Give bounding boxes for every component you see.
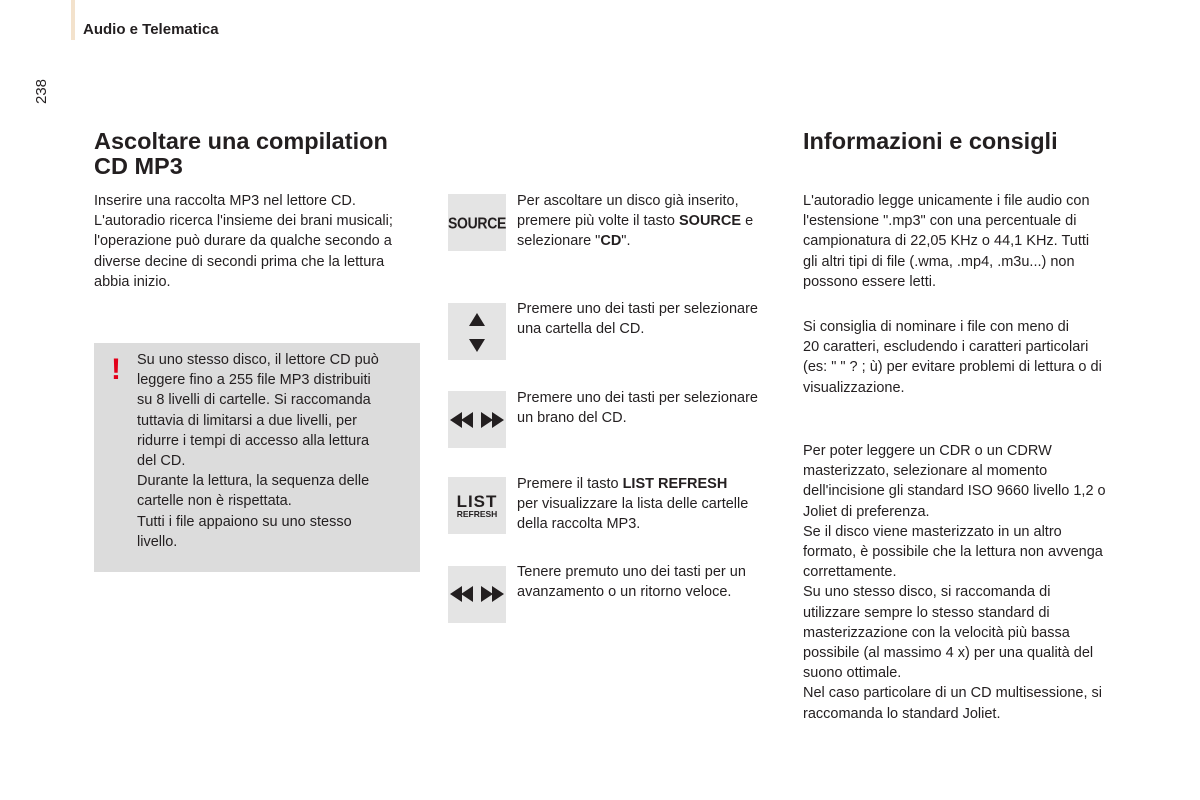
info-line: masterizzazione con la velocità più bassa [803, 624, 1070, 641]
list-line-2: per visualizzare la lista delle cartelle [517, 496, 749, 513]
fast-seek-buttons-icon [448, 566, 506, 623]
refresh-label: REFRESH [456, 508, 498, 519]
fast-line: avanzamento o un ritorno veloce. [517, 584, 732, 601]
info-line: formato, è possibile che la lettura non avvenga [803, 544, 1103, 561]
info-line: Se il disco viene masterizzato in un altro [803, 523, 1062, 540]
warning-line: cartelle non è rispettata. [137, 493, 292, 510]
info-line: suono ottimale. [803, 665, 902, 682]
list-refresh-key-name: LIST REFRESH [622, 476, 728, 492]
info-heading: Informazioni e consigli [803, 128, 1058, 154]
warning-line: leggere fino a 255 file MP3 distribuiti [137, 372, 371, 389]
warning-line: tuttavia di limitarsi a due livelli, per [137, 412, 358, 429]
info-line: possono essere letti. [803, 273, 936, 290]
list-refresh-button-icon [448, 477, 506, 534]
fast-seek-instruction [517, 562, 782, 602]
compilation-heading [94, 129, 388, 179]
info-line: visualizzazione. [803, 379, 905, 396]
info-paragraph-2 [803, 317, 1143, 398]
rewind-forward-icon [448, 566, 506, 623]
info-line: correttamente. [803, 564, 897, 581]
header-accent-bar [71, 0, 75, 40]
info-line: campionatura di 22,05 KHz o 44,1 KHz. Tutti [803, 233, 1090, 250]
section-header-title: Audio e Telematica [83, 21, 219, 38]
track-skip-buttons-icon [448, 391, 506, 448]
info-line: possibile (al massimo 4 x) per una qualità del [803, 645, 1094, 662]
source-button-icon [448, 194, 506, 251]
folder-up-down-buttons-icon [448, 303, 506, 360]
info-line: utilizzare sempre lo stesso standard di [803, 604, 1050, 621]
list-line-1: Premere il tasto LIST REFRESH [517, 476, 728, 492]
info-line: gli altri tipi di file (.wma, .mp4, .m3u...) non [803, 253, 1075, 270]
warning-line: del CD. [137, 453, 186, 470]
page-number: 238 [33, 78, 50, 104]
list-line-3: della raccolta MP3. [517, 516, 641, 533]
info-line: dell'incisione gli standard ISO 9660 livello 1,2 o [803, 483, 1106, 500]
track-instruction [517, 388, 782, 428]
intro-line: diverse decine di secondi prima che la lettura [94, 253, 385, 270]
folder-instruction [517, 299, 782, 339]
warning-line: Su uno stesso disco, il lettore CD può [137, 352, 379, 368]
intro-line: L'autoradio ricerca l'insieme dei brani musicali; [94, 213, 393, 230]
folder-line: una cartella del CD. [517, 321, 645, 338]
info-line: Si consiglia di nominare i file con meno di [803, 319, 1069, 335]
folder-line: Premere uno dei tasti per selezionare [517, 301, 758, 317]
info-line: L'autoradio legge unicamente i file audio con [803, 193, 1090, 209]
compilation-heading-line-1: Ascoltare una compilation [94, 128, 388, 154]
intro-line: l'operazione può durare da qualche secondo a [94, 233, 392, 250]
warning-line: Durante la lettura, la sequenza delle [137, 473, 370, 490]
list-refresh-instruction [517, 474, 782, 535]
info-line: (es: " " ? ; ù) per evitare problemi di lettura o di [803, 359, 1102, 376]
info-line: l'estensione ".mp3" con una percentuale di [803, 213, 1077, 230]
fast-line: Tenere premuto uno dei tasti per un [517, 564, 746, 580]
source-line-3: selezionare "CD". [517, 233, 631, 250]
info-line: raccomanda lo standard Joliet. [803, 705, 1001, 722]
info-paragraph-3 [803, 441, 1143, 724]
cd-option-name: CD [600, 233, 622, 250]
compilation-heading-line-2: CD MP3 [94, 153, 183, 179]
source-line-1: Per ascoltare un disco già inserito, [517, 193, 739, 209]
intro-line: abbia inizio. [94, 273, 171, 290]
source-instruction [517, 191, 782, 252]
warning-text [137, 350, 412, 552]
warning-line: su 8 livelli di cartelle. Si raccomanda [137, 392, 371, 409]
info-line: Per poter leggere un CDR o un CDRW [803, 443, 1052, 459]
source-button-label: SOURCE [447, 213, 507, 232]
up-down-arrows-icon [448, 303, 506, 360]
info-line: Joliet di preferenza. [803, 503, 930, 520]
warning-exclamation-icon: ! [111, 353, 121, 386]
source-key-name: SOURCE [679, 213, 742, 230]
warning-line: Tutti i file appaiono su uno stesso [137, 513, 352, 530]
list-label: LIST [456, 491, 498, 511]
info-line: 20 caratteri, escludendo i caratteri particolari [803, 339, 1089, 356]
intro-line: Inserire una raccolta MP3 nel lettore CD. [94, 193, 356, 209]
warning-line: livello. [137, 533, 178, 550]
track-line: un brano del CD. [517, 410, 627, 427]
rewind-forward-icon [448, 391, 506, 448]
compilation-intro [94, 191, 424, 292]
info-line: Su uno stesso disco, si raccomanda di [803, 584, 1051, 601]
info-paragraph-1 [803, 191, 1143, 292]
source-line-2: premere più volte il tasto SOURCE e [517, 213, 754, 230]
info-line: Nel caso particolare di un CD multisessione, si [803, 685, 1102, 702]
warning-line: ridurre i tempi di accesso alla lettura [137, 432, 370, 449]
info-line: masterizzato, selezionare al momento [803, 463, 1048, 480]
track-line: Premere uno dei tasti per selezionare [517, 390, 758, 406]
